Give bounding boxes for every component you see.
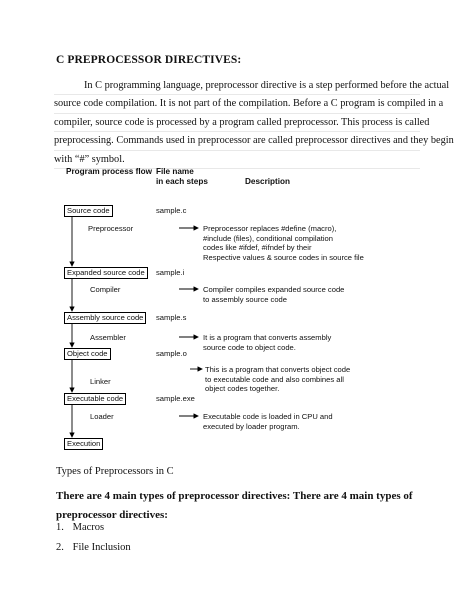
desc-line: It is a program that converts assembly: [203, 333, 332, 342]
desc-line: to executable code and also combines all: [205, 374, 344, 384]
step-label: Compiler: [90, 285, 121, 294]
stage-file: sample.o: [156, 349, 187, 358]
types-title: Types of Preprocessors in C: [56, 466, 174, 477]
desc-line: This is a program that converts object code: [205, 365, 351, 374]
preprocessor-types-list: [56, 518, 131, 558]
stage-box: Execution: [64, 438, 103, 450]
list-item-number: 1.: [56, 522, 64, 533]
intro-line: preprocessing. Commands used in preprocessor are called preprocessor directives and they begin: [54, 132, 420, 150]
step-description: [203, 333, 331, 352]
stage-file: sample.s: [156, 313, 187, 322]
desc-line: object codes together.: [205, 384, 280, 393]
desc-line: Respective values & source codes in source file: [203, 252, 364, 262]
list-item: [56, 518, 131, 538]
step-description: [203, 224, 364, 262]
desc-line: Executable code is loaded in CPU and: [203, 412, 333, 421]
desc-line: codes like #ifdef, #ifndef by their: [203, 243, 312, 252]
desc-line: executed by loader program.: [203, 421, 300, 431]
intro-line: source code compilation. It is not part of the compilation. Before a C program is compiled in a: [54, 95, 420, 113]
step-label: Linker: [90, 377, 111, 386]
step-label: Loader: [90, 412, 114, 421]
list-item-number: 2.: [56, 542, 64, 553]
types-bold-paragraph: There are 4 main types of preprocessor directives: There are 4 main types of preprocessor directives:: [56, 490, 413, 521]
stage-box: Object code: [64, 348, 111, 360]
step-label: Assembler: [90, 333, 126, 342]
section-heading: C PREPROCESSOR DIRECTIVES:: [56, 54, 242, 66]
intro-line: with “#” symbol.: [54, 151, 420, 169]
step-label: Preprocessor: [88, 224, 134, 233]
intro-line: In C programming language, preprocessor directive is a step performed before the actual: [54, 77, 420, 95]
diagram-header-file-sub: in each steps: [156, 177, 208, 186]
list-item: [56, 538, 131, 558]
desc-line: #include (files), conditional compilation: [203, 233, 334, 243]
stage-file: sample.exe: [156, 394, 195, 403]
stage-box: Executable code: [64, 393, 126, 405]
intro-line: compiler, source code is processed by a program called preprocessor. This process is called: [54, 114, 420, 132]
desc-line: Preprocessor replaces #define (macro),: [203, 224, 337, 233]
diagram-header-flow: Program process flow: [66, 167, 152, 176]
diagram-header-file: File name: [156, 167, 194, 176]
stage-file: sample.i: [156, 268, 185, 277]
step-description: [205, 365, 350, 394]
stage-file: sample.c: [156, 206, 187, 215]
stage-box: Source code: [64, 205, 113, 217]
stage-box: Assembly source code: [64, 312, 146, 324]
desc-line: to assembly source code: [203, 294, 287, 304]
stage-box: Expanded source code: [64, 267, 148, 279]
desc-line: source code to object code.: [203, 342, 296, 352]
desc-line: Compiler compiles expanded source code: [203, 285, 345, 294]
step-description: [203, 285, 344, 304]
step-description: [203, 412, 333, 431]
list-item-text: Macros: [72, 522, 105, 533]
list-item-text: File Inclusion: [72, 542, 131, 553]
diagram-header-description: Description: [245, 177, 291, 186]
